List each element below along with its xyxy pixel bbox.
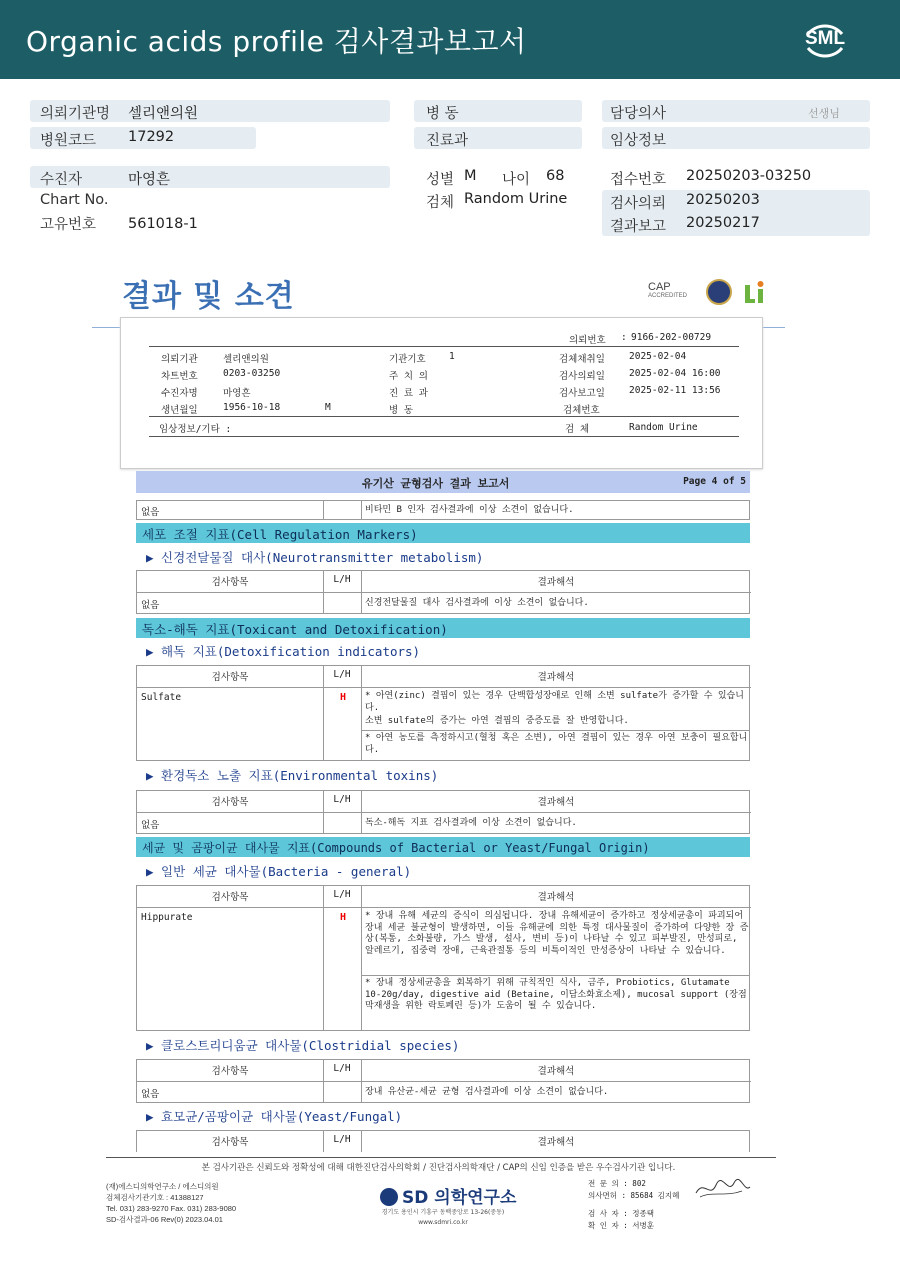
table-cell-lh: H: [340, 912, 347, 923]
uid-value: 561018-1: [128, 216, 198, 232]
doctor-row: [602, 100, 870, 122]
ward-label: 병 동: [426, 106, 459, 122]
collect-label: 검체채취일: [559, 354, 605, 365]
cap-logo-text: CAP: [648, 281, 671, 293]
table-neurotransmitter: [136, 570, 750, 614]
age-label: 나이: [502, 172, 531, 188]
footer-lab-line: 검체검사기관기호 : 41388127: [106, 1193, 204, 1202]
scanned-report: [92, 251, 785, 1251]
row-divider: [137, 592, 751, 593]
subhead-environmental: ▶ 환경독소 노출 지표(Environmental toxins): [146, 768, 439, 783]
table-cell-result: 장내 유산균-세균 균형 검사결과에 이상 소견이 없습니다.: [365, 1087, 609, 1097]
report-date-label: 검사보고일: [559, 388, 605, 399]
table-cell-result: 신경전달물질 대사 검사결과에 이상 소견이 없습니다.: [365, 598, 589, 608]
patient-label: 수진자: [40, 172, 83, 188]
sml-logo: [798, 14, 852, 66]
chart-label: Chart No.: [40, 192, 109, 208]
table-cell-item: Hippurate: [141, 912, 193, 923]
footer-lab-line: Tel. 031) 283-9270 Fax. 031) 283-9080: [106, 1204, 237, 1213]
inst-code-label: 기관기호: [389, 354, 426, 365]
pb-spec-label: 검 체: [565, 424, 590, 435]
header-bar: [0, 0, 900, 79]
inst-code-value: 1: [449, 351, 455, 362]
table-detox: [136, 665, 750, 761]
row-divider: [137, 812, 751, 813]
signatory-line: 검 사 자 : 정종택: [588, 1209, 655, 1218]
pb-clinical-label: 임상정보/기타 :: [159, 424, 232, 435]
row-divider: [137, 907, 751, 908]
table-cell-item: 없음: [141, 600, 160, 611]
scan-title: 결과 및 소견: [122, 279, 295, 314]
col-header-lh: L/H: [333, 669, 351, 680]
table-top-continuation: [136, 500, 750, 520]
pb-sex-value: M: [325, 402, 331, 413]
table-cell-item: 없음: [141, 507, 160, 518]
table-clostridial: [136, 1059, 750, 1103]
request-label: 검사의뢰: [610, 196, 667, 212]
col-header-item: 검사항목: [211, 1066, 249, 1077]
table-yeast-fungal: [136, 1130, 750, 1152]
table-cell-result: 비타민 B 인자 검사결과에 이상 소견이 없습니다.: [365, 505, 574, 515]
specimen-row: [414, 189, 594, 211]
col-header-lh: L/H: [333, 574, 351, 585]
col-header-lh: L/H: [333, 1134, 351, 1145]
patient-info-box: [120, 317, 763, 469]
dept-row: [414, 127, 582, 149]
chart-no-label: 차트번호: [161, 371, 198, 382]
signatory-line: 확 인 자 : 서병훈: [588, 1221, 655, 1230]
pt-name-value: 마영흔: [223, 388, 251, 399]
patient-row: [30, 166, 390, 188]
category-cell-regulation: 세포 조절 지표(Cell Regulation Markers): [136, 523, 750, 543]
signatory-line: 의사면허 : 85684 김지혜: [588, 1191, 680, 1200]
spec-no-label: 검체번호: [563, 405, 600, 416]
sd-logo: [380, 1183, 516, 1208]
table-cell-item: 없음: [141, 1089, 160, 1100]
signatory-line: 전 문 의 : 802: [588, 1179, 646, 1188]
subhead-clostridial: ▶ 클로스트리디움균 대사물(Clostridial species): [146, 1038, 460, 1053]
sd-address: [368, 1208, 518, 1228]
inst-value: 셀리앤의원: [223, 354, 269, 365]
col-divider: [323, 501, 324, 519]
certification-logos: [648, 279, 768, 309]
pb-dept-label: 진 료 과: [389, 388, 428, 399]
page-indicator: Page 4 of 5: [683, 476, 746, 487]
report-date-value: 2025-02-11 13:56: [629, 385, 721, 396]
sex-age-row: [414, 166, 594, 188]
req-date-label: 검사의뢰일: [559, 371, 605, 382]
footer-signatories: [588, 1178, 679, 1232]
table-cell-result: 소변 sulfate의 증가는 아연 결핍의 중증도를 잘 반영합니다.: [365, 716, 629, 726]
footer-certification-note: 본 검사기관은 신뢰도와 정확성에 대해 대한진단검사의학회 / 진단검사의학재단 / CAP의 신임 인증을 받은 우수검사기관 입니다.: [201, 1163, 676, 1173]
seal-icon: [706, 279, 732, 305]
collect-value: 2025-02-04: [629, 351, 687, 362]
report-header: [136, 471, 750, 493]
row-divider: [361, 975, 749, 976]
hospital-row: [30, 100, 390, 122]
request-report-row: [602, 190, 870, 236]
accession-label: 접수번호: [610, 172, 667, 188]
doctor-suffix: 선생님: [808, 107, 840, 120]
specimen-label: 검체: [426, 195, 455, 211]
report-title: 유기산 균형검사 결과 보고서: [362, 477, 510, 490]
dob-value: 1956-10-18: [223, 402, 281, 413]
col-header-result: 결과해석: [537, 797, 575, 808]
hospital-value: 셀리앤의원: [128, 106, 199, 122]
sd-logo-text: SD 의학연구소: [402, 1188, 517, 1208]
table-environmental: [136, 790, 750, 834]
table-cell-result: * 장내 정상세균총을 회복하기 위해 규칙적인 식사, 금주, Probiotics, Glutamate 10-20g/day, digestive aid (Betaine, 이담소화효소제), mucosal support (장점막재생을 위한 락토페린 등)가 도움이 될 수 있습니다.: [365, 978, 747, 1011]
sd-address-line: 경기도 용인시 기흥구 동백중앙로 13-26(중동): [381, 1209, 505, 1216]
col-header-result: 결과해석: [537, 1066, 575, 1077]
col-header-item: 검사항목: [211, 672, 249, 683]
table-bacteria-general: [136, 885, 750, 1031]
col-header-result: 결과해석: [537, 892, 575, 903]
req-no-value: 9166-202-00729: [631, 332, 712, 343]
request-value: 20250203: [686, 192, 760, 208]
row-divider: [361, 730, 749, 731]
table-cell-item: Sulfate: [141, 692, 182, 703]
col-header-result: 결과해석: [537, 672, 575, 683]
sex-label: 성별: [426, 172, 455, 188]
footer-lab-line: SD-검사결과-06 Rev(0) 2023.04.01: [106, 1215, 223, 1224]
pt-name-label: 수진자명: [161, 388, 198, 399]
chart-row: [30, 190, 390, 212]
code-label: 병원코드: [40, 133, 97, 149]
sex-value: M: [464, 168, 477, 184]
table-cell-result: * 장내 유해 세균의 증식이 의심됩니다. 장내 유해세균이 증가하고 정상세균총이 파괴되어 장내 세균 불균형이 발생하면, 이들 유해균에 의한 특정 대사물질이 증가하여 다양한 장 증상(복통, 소화불량, 가스 발생, 설사, 변비 등)이 나타날 수 있고 피부발진, 만성피로, 알레르기, 집중력 장애, 근육관절통 등의 비특이적인 만성증상이 나타날 수 있습니다.: [365, 911, 749, 956]
clinical-label: 임상정보: [610, 133, 667, 149]
subhead-detox: ▶ 해독 지표(Detoxification indicators): [146, 644, 421, 659]
table-cell-lh: H: [340, 692, 347, 703]
category-bacterial-fungal: 세균 및 곰팡이균 대사물 지표(Compounds of Bacterial or Yeast/Fungal Origin): [136, 837, 750, 857]
table-cell-item: 없음: [141, 820, 160, 831]
category-toxicant: 독소-해독 지표(Toxicant and Detoxification): [136, 618, 750, 638]
row-divider: [137, 1081, 751, 1082]
req-no-label: 의뢰번호: [569, 335, 606, 346]
report-value: 20250217: [686, 215, 760, 231]
uid-row: [30, 211, 390, 233]
age-value: 68: [546, 168, 565, 184]
col-header-lh: L/H: [333, 1063, 351, 1074]
code-row: [30, 127, 256, 149]
pb-line-top: [149, 346, 739, 347]
col-header-result: 결과해석: [537, 1137, 575, 1148]
table-cell-result: * 아연(zinc) 결핍이 있는 경우 단백합성장애로 인해 소변 sulfate가 증가할 수 있습니다.: [365, 691, 744, 713]
page-title: Organic acids profile 검사결과보고서: [26, 25, 527, 58]
subhead-yeast-fungal: ▶ 효모균/곰팡이균 대사물(Yeast/Fungal): [146, 1109, 403, 1124]
doctor-label: 담당의사: [610, 106, 667, 122]
attending-label: 주 치 의: [389, 371, 428, 382]
footer-lab-info: [106, 1181, 236, 1225]
pb-line-mid: [149, 416, 739, 417]
footer-lab-line: (재)에스디의학연구소 / 에스디의원: [106, 1182, 219, 1191]
uid-label: 고유번호: [40, 217, 97, 233]
col-header-lh: L/H: [333, 889, 351, 900]
col-header-item: 검사항목: [211, 1137, 249, 1148]
signature-icon: [692, 1175, 752, 1201]
req-date-value: 2025-02-04 16:00: [629, 368, 721, 379]
col-divider: [323, 666, 324, 760]
table-cell-result: * 아연 농도를 측정하시고(혈청 혹은 소변), 아연 결핍이 있는 경우 아연 보충이 필요합니다.: [365, 733, 748, 755]
pb-spec-value: Random Urine: [629, 422, 698, 433]
hospital-label: 의뢰기관명: [40, 106, 111, 122]
col-divider: [361, 501, 362, 519]
accession-value: 20250203-03250: [686, 168, 812, 184]
patient-value: 마영흔: [128, 172, 171, 188]
col-header-lh: L/H: [333, 794, 351, 805]
specimen-value: Random Urine: [464, 191, 568, 207]
col-header-item: 검사항목: [211, 577, 249, 588]
dob-label: 생년월일: [161, 405, 198, 416]
sml-logo-text: SML: [804, 28, 846, 49]
sd-logo-icon: [380, 1188, 398, 1206]
pb-ward-label: 병 동: [389, 405, 414, 416]
clinical-row: [602, 127, 870, 149]
col-header-item: 검사항목: [211, 892, 249, 903]
cap-logo: [648, 281, 687, 299]
footer-divider: [106, 1157, 776, 1158]
subhead-bacteria-general: ▶ 일반 세균 대사물(Bacteria - general): [146, 864, 412, 879]
subhead-neurotransmitter: ▶ 신경전달물질 대사(Neurotransmitter metabolism): [146, 550, 484, 565]
chart-no-value: 0203-03250: [223, 368, 281, 379]
li-logo-icon: [742, 279, 768, 305]
sd-website: www.sdmri.co.kr: [418, 1219, 468, 1226]
inst-label: 의뢰기관: [161, 354, 198, 365]
col-header-result: 결과해석: [537, 577, 575, 588]
ward-row: [414, 100, 582, 122]
pb-line-bottom: [149, 436, 739, 437]
code-value: 17292: [128, 129, 175, 145]
cap-logo-subtext: ACCREDITED: [648, 293, 688, 299]
accession-row: [602, 166, 870, 188]
table-cell-result: 독소-해독 지표 검사결과에 이상 소견이 없습니다.: [365, 818, 577, 828]
row-divider: [137, 687, 751, 688]
col-header-item: 검사항목: [211, 797, 249, 808]
report-label: 결과보고: [610, 219, 667, 235]
dept-label: 진료과: [426, 133, 469, 149]
req-no-colon: :: [621, 332, 627, 343]
